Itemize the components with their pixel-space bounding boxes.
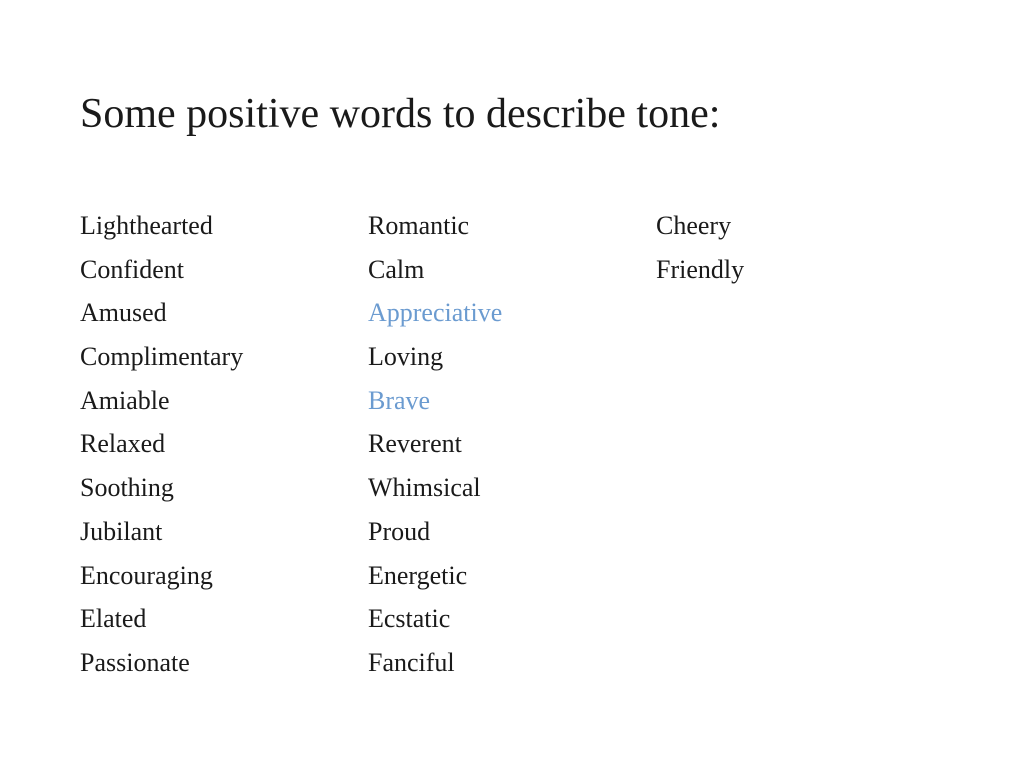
word-item: Cheery: [656, 211, 732, 240]
word-item: Friendly: [656, 254, 745, 284]
word-item: Passionate: [80, 647, 190, 677]
slide-title: Some positive words to describe tone:: [80, 91, 721, 137]
word-item: Calm: [368, 254, 425, 284]
word-item: Complimentary: [80, 342, 244, 372]
word-item: Reverent: [368, 429, 462, 459]
word-column-1: [80, 204, 243, 685]
word-item: Soothing: [80, 473, 174, 503]
word-item: Energetic: [368, 560, 468, 590]
word-item: Fanciful: [368, 647, 455, 677]
word-column-2: [368, 204, 502, 685]
word-column-3: [656, 204, 744, 291]
word-item: Amused: [80, 298, 167, 328]
word-item: Ecstatic: [368, 604, 451, 634]
word-item: Brave: [368, 385, 431, 415]
word-item: Amiable: [80, 385, 170, 415]
word-item: Confident: [80, 254, 184, 284]
word-item: Whimsical: [368, 473, 481, 503]
word-item: Appreciative: [368, 298, 503, 328]
word-item: Proud: [368, 516, 431, 546]
word-item: Loving: [368, 342, 444, 372]
word-item: Lighthearted: [80, 211, 213, 240]
word-item: Elated: [80, 604, 147, 634]
word-item: Encouraging: [80, 560, 213, 590]
word-item: Jubilant: [80, 516, 163, 546]
word-item: Relaxed: [80, 429, 166, 459]
word-item: Romantic: [368, 211, 470, 240]
